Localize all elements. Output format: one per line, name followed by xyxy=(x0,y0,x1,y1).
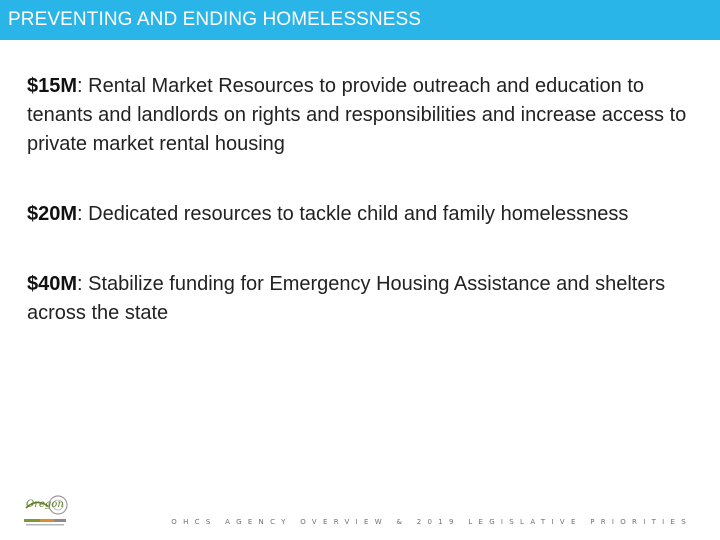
item-text: : Dedicated resources to tackle child and family homelessness xyxy=(77,203,629,225)
item-amount: $15M xyxy=(27,75,78,97)
page-title: PREVENTING AND ENDING HOMELESSNESS xyxy=(8,9,422,30)
content-area xyxy=(27,72,697,369)
item-amount: $40M xyxy=(27,273,78,295)
item-text: : Rental Market Resources to provide outreach and education to tenants and landlords on rights and responsibilities and increase access to private market rental housing xyxy=(27,75,687,155)
list-item xyxy=(27,200,697,229)
svg-text:Oregon: Oregon xyxy=(26,499,64,510)
item-text: : Stabilize funding for Emergency Housing Assistance and shelters across the state xyxy=(27,273,666,324)
title-bar xyxy=(0,0,720,40)
ohcs-logo xyxy=(20,492,70,530)
list-item xyxy=(27,270,697,328)
footer xyxy=(0,490,720,540)
footer-caption: OHCS AGENCY OVERVIEW & 2019 LEGISLATIVE PRIORITIES xyxy=(171,518,692,526)
item-amount: $20M xyxy=(27,203,78,225)
list-item xyxy=(27,72,697,159)
